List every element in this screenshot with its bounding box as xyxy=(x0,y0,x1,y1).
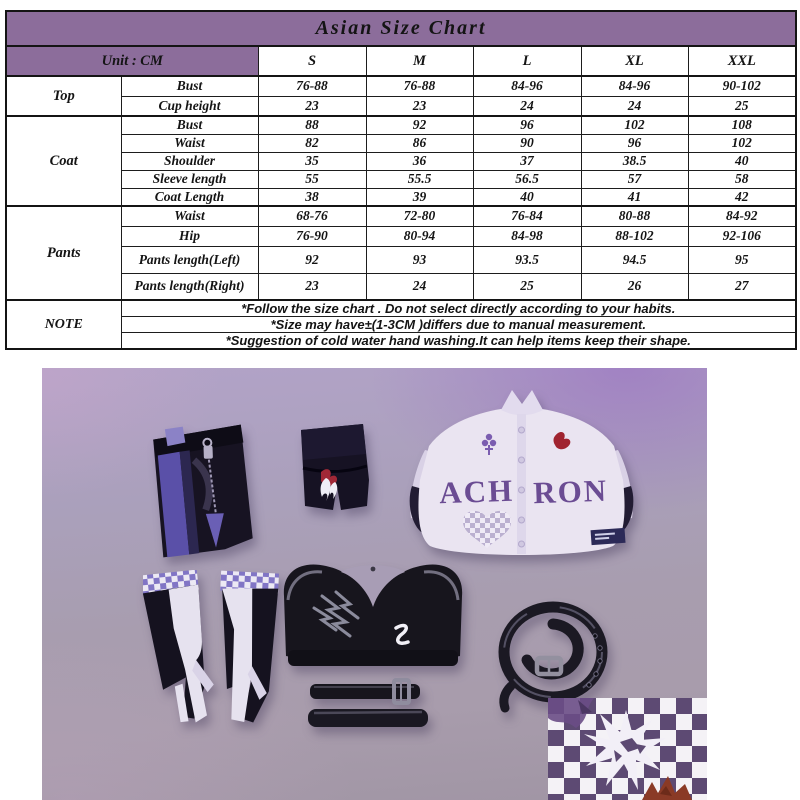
size-cell: 84-92 xyxy=(688,206,796,226)
size-cell: 42 xyxy=(688,188,796,206)
note-line: *Suggestion of cold water hand washing.It can help items keep their shape. xyxy=(121,333,796,350)
size-cell: 80-94 xyxy=(366,226,473,246)
size-cell: 24 xyxy=(366,273,473,300)
table-row xyxy=(6,134,796,152)
size-cell: 24 xyxy=(581,96,688,116)
size-header: L xyxy=(473,46,581,76)
product-photo xyxy=(42,368,707,800)
row-label: Pants length(Left) xyxy=(121,246,258,273)
size-cell: 92 xyxy=(258,246,366,273)
table-row xyxy=(6,170,796,188)
row-label: Bust xyxy=(121,76,258,96)
size-cell: 76-84 xyxy=(473,206,581,226)
row-label: Coat Length xyxy=(121,188,258,206)
row-label: Pants length(Right) xyxy=(121,273,258,300)
size-cell: 55.5 xyxy=(366,170,473,188)
size-cell: 25 xyxy=(473,273,581,300)
checkered-graphic xyxy=(548,698,707,800)
size-cell: 82 xyxy=(258,134,366,152)
table-row xyxy=(6,246,796,273)
buckle-straps xyxy=(306,678,432,732)
jacket-text-left: ACH xyxy=(438,472,515,511)
group-label-pants: Pants xyxy=(6,206,121,300)
size-cell: 68-76 xyxy=(258,206,366,226)
size-cell: 38 xyxy=(258,188,366,206)
table-row xyxy=(6,300,796,317)
size-cell: 27 xyxy=(688,273,796,300)
size-header: M xyxy=(366,46,473,76)
size-cell: 108 xyxy=(688,116,796,134)
size-cell: 95 xyxy=(688,246,796,273)
row-label: Shoulder xyxy=(121,152,258,170)
size-cell: 26 xyxy=(581,273,688,300)
group-label-top: Top xyxy=(6,76,121,116)
row-label: Cup height xyxy=(121,96,258,116)
size-cell: 36 xyxy=(366,152,473,170)
table-row xyxy=(6,333,796,350)
size-cell: 38.5 xyxy=(581,152,688,170)
table-row xyxy=(6,116,796,134)
size-cell: 57 xyxy=(581,170,688,188)
table-row xyxy=(6,188,796,206)
row-label: Hip xyxy=(121,226,258,246)
size-cell: 72-80 xyxy=(366,206,473,226)
size-cell: 58 xyxy=(688,170,796,188)
size-cell: 102 xyxy=(581,116,688,134)
table-row xyxy=(6,152,796,170)
size-cell: 93.5 xyxy=(473,246,581,273)
size-cell: 37 xyxy=(473,152,581,170)
table-row xyxy=(6,273,796,300)
waist-pouch xyxy=(293,420,373,513)
size-header: XL xyxy=(581,46,688,76)
size-cell: 90 xyxy=(473,134,581,152)
unit-header: Unit : CM xyxy=(6,46,258,76)
size-cell: 96 xyxy=(473,116,581,134)
size-cell: 41 xyxy=(581,188,688,206)
size-cell: 90-102 xyxy=(688,76,796,96)
table-row xyxy=(6,317,796,333)
size-header: XXL xyxy=(688,46,796,76)
size-cell: 84-98 xyxy=(473,226,581,246)
size-cell: 23 xyxy=(258,273,366,300)
checkered-gloves xyxy=(143,570,282,740)
row-label: Waist xyxy=(121,206,258,226)
racing-jacket xyxy=(395,388,648,565)
table-row xyxy=(6,206,796,226)
size-cell: 102 xyxy=(688,134,796,152)
size-cell: 24 xyxy=(473,96,581,116)
jacket-text-right: RON xyxy=(532,472,609,511)
table-title-row xyxy=(6,11,796,46)
size-cell: 76-88 xyxy=(366,76,473,96)
table-row xyxy=(6,76,796,96)
size-cell: 93 xyxy=(366,246,473,273)
row-label: Bust xyxy=(121,116,258,134)
size-cell: 23 xyxy=(366,96,473,116)
size-cell: 76-88 xyxy=(258,76,366,96)
size-cell: 96 xyxy=(581,134,688,152)
group-label-coat: Coat xyxy=(6,116,121,206)
row-label: Waist xyxy=(121,134,258,152)
page-title: Asian Size Chart xyxy=(6,11,796,46)
size-header: S xyxy=(258,46,366,76)
size-cell: 23 xyxy=(258,96,366,116)
size-cell: 40 xyxy=(688,152,796,170)
size-cell: 39 xyxy=(366,188,473,206)
size-cell: 84-96 xyxy=(473,76,581,96)
size-cell: 84-96 xyxy=(581,76,688,96)
size-cell: 56.5 xyxy=(473,170,581,188)
row-label: Sleeve length xyxy=(121,170,258,188)
size-cell: 88 xyxy=(258,116,366,134)
size-cell: 92-106 xyxy=(688,226,796,246)
size-cell: 88-102 xyxy=(581,226,688,246)
crop-top xyxy=(278,556,468,672)
note-label: NOTE xyxy=(6,300,121,349)
size-chart-table xyxy=(5,10,797,350)
size-cell: 86 xyxy=(366,134,473,152)
size-cell: 80-88 xyxy=(581,206,688,226)
size-cell: 25 xyxy=(688,96,796,116)
size-cell: 76-90 xyxy=(258,226,366,246)
size-cell: 92 xyxy=(366,116,473,134)
size-cell: 55 xyxy=(258,170,366,188)
note-line: *Size may have±(1-3CM )differs due to manual measurement. xyxy=(121,317,796,333)
size-cell: 35 xyxy=(258,152,366,170)
size-cell: 94.5 xyxy=(581,246,688,273)
folded-shorts xyxy=(145,418,258,563)
note-line: *Follow the size chart . Do not select directly according to your habits. xyxy=(121,300,796,317)
size-cell: 40 xyxy=(473,188,581,206)
table-row xyxy=(6,226,796,246)
table-header-row xyxy=(6,46,796,76)
table-row xyxy=(6,96,796,116)
